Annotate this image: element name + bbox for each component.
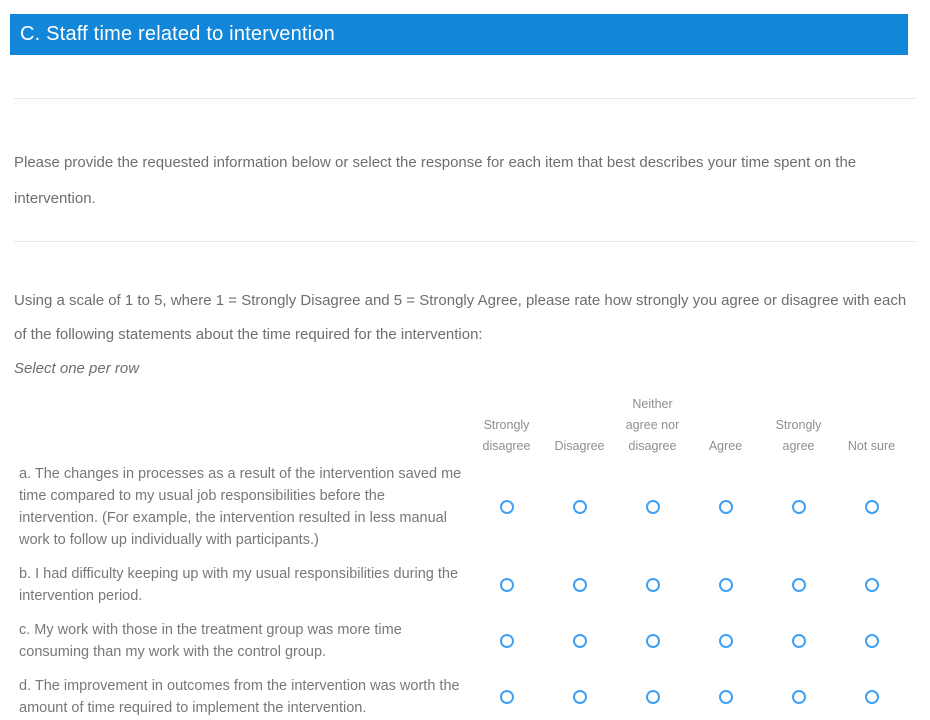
- matrix-cell: [543, 500, 616, 514]
- radio-b-strongly-disagree[interactable]: [500, 578, 514, 592]
- likert-matrix: [14, 394, 920, 720]
- matrix-cell: [762, 578, 835, 592]
- question-instruction: Select one per row: [14, 360, 140, 377]
- radio-c-strongly-disagree[interactable]: [500, 634, 514, 648]
- matrix-row-label: b. I had difficulty keeping up with my usual responsibilities during the intervention period.: [19, 566, 459, 604]
- matrix-cell: [835, 634, 908, 648]
- matrix-cell: [470, 578, 543, 592]
- divider: [14, 98, 916, 99]
- radio-c-neither-agree-nor-disagree[interactable]: [646, 634, 660, 648]
- matrix-cell: [470, 690, 543, 704]
- matrix-column-header: Neither agree nor disagree: [625, 397, 680, 453]
- matrix-body: [14, 457, 920, 720]
- matrix-cell: [835, 690, 908, 704]
- matrix-cell: [543, 578, 616, 592]
- matrix-cell: [543, 634, 616, 648]
- matrix-row: [14, 557, 920, 613]
- matrix-cell: [689, 500, 762, 514]
- matrix-header-row: [14, 394, 920, 457]
- matrix-row-label: c. My work with those in the treatment group was more time consuming than my work with the control group.: [19, 622, 402, 660]
- matrix-row: [14, 613, 920, 669]
- radio-d-strongly-agree[interactable]: [792, 690, 806, 704]
- matrix-cell: [616, 500, 689, 514]
- section-header: [10, 14, 908, 55]
- matrix-column-header: Agree: [708, 439, 743, 453]
- matrix-cell: [689, 578, 762, 592]
- intro-text: Please provide the requested information below or select the response for each item that best describes your time spent on the intervention.: [14, 154, 857, 207]
- radio-a-strongly-disagree[interactable]: [500, 500, 514, 514]
- matrix-cell: [762, 690, 835, 704]
- radio-a-neither-agree-nor-disagree[interactable]: [646, 500, 660, 514]
- radio-d-not-sure[interactable]: [865, 690, 879, 704]
- radio-c-disagree[interactable]: [573, 634, 587, 648]
- section-title: C. Staff time related to intervention: [20, 23, 335, 45]
- radio-c-not-sure[interactable]: [865, 634, 879, 648]
- radio-b-agree[interactable]: [719, 578, 733, 592]
- matrix-column-header: Strongly agree: [775, 418, 822, 453]
- radio-b-strongly-agree[interactable]: [792, 578, 806, 592]
- radio-a-agree[interactable]: [719, 500, 733, 514]
- matrix-cell: [470, 500, 543, 514]
- matrix-cell: [616, 634, 689, 648]
- matrix-cell: [616, 578, 689, 592]
- radio-c-agree[interactable]: [719, 634, 733, 648]
- matrix-cell: [762, 500, 835, 514]
- matrix-column-header: Not sure: [847, 439, 896, 453]
- matrix-row: [14, 457, 920, 557]
- radio-d-neither-agree-nor-disagree[interactable]: [646, 690, 660, 704]
- matrix-column-header: Strongly disagree: [482, 418, 531, 453]
- matrix-cell: [470, 634, 543, 648]
- matrix-cell: [616, 690, 689, 704]
- radio-c-strongly-agree[interactable]: [792, 634, 806, 648]
- radio-b-neither-agree-nor-disagree[interactable]: [646, 578, 660, 592]
- matrix-row-label: d. The improvement in outcomes from the intervention was worth the amount of time required to implement the intervention.: [19, 678, 460, 716]
- radio-a-disagree[interactable]: [573, 500, 587, 514]
- matrix-cell: [835, 500, 908, 514]
- radio-d-strongly-disagree[interactable]: [500, 690, 514, 704]
- matrix-cell: [689, 634, 762, 648]
- matrix-cell: [835, 578, 908, 592]
- radio-b-not-sure[interactable]: [865, 578, 879, 592]
- matrix-cell: [689, 690, 762, 704]
- radio-d-disagree[interactable]: [573, 690, 587, 704]
- radio-b-disagree[interactable]: [573, 578, 587, 592]
- matrix-cell: [543, 690, 616, 704]
- matrix-row-label: a. The changes in processes as a result of the intervention saved me time compared to my usual job responsibilities before the intervention. (For example, the intervention resulted in less manual work to follow up individually with participants.): [19, 466, 462, 548]
- radio-a-strongly-agree[interactable]: [792, 500, 806, 514]
- radio-d-agree[interactable]: [719, 690, 733, 704]
- matrix-cell: [762, 634, 835, 648]
- question-prompt: Using a scale of 1 to 5, where 1 = Strongly Disagree and 5 = Strongly Agree, please rate how strongly you agree or disagree with each of the following statements about the time required for the intervention:: [14, 292, 907, 343]
- matrix-column-header: Disagree: [554, 439, 605, 453]
- radio-a-not-sure[interactable]: [865, 500, 879, 514]
- divider: [14, 241, 916, 242]
- matrix-row: [14, 669, 920, 720]
